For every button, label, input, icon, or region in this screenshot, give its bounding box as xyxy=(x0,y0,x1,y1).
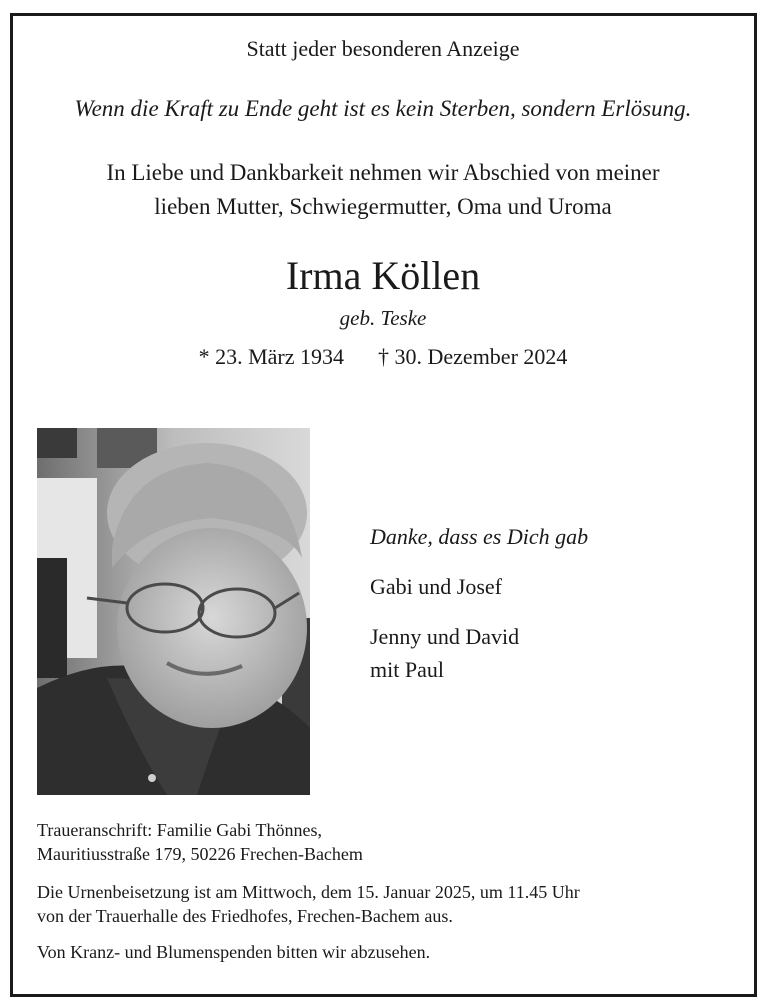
life-dates xyxy=(0,344,766,370)
portrait-photo xyxy=(37,428,310,795)
mourner-family-2-line-2: mit Paul xyxy=(370,657,444,682)
thanks-line: Danke, dass es Dich gab xyxy=(370,524,589,549)
birth-name: geb. Teske xyxy=(339,306,427,330)
motto-quote: Wenn die Kraft zu Ende geht ist es kein Sterben, sondern Erlösung. xyxy=(74,96,692,121)
intro-line-2: lieben Mutter, Schwiegermutter, Oma und Uroma xyxy=(154,194,612,219)
burial-line-2: von der Trauerhalle des Friedhofes, Frechen-Bachem aus. xyxy=(37,906,453,926)
header-line: Statt jeder besonderen Anzeige xyxy=(246,36,520,61)
death-date: † 30. Dezember 2024 xyxy=(378,344,568,369)
mourner-family-1: Gabi und Josef xyxy=(370,574,502,599)
mourner-family-2 xyxy=(370,620,519,686)
address-line-1: Traueranschrift: Familie Gabi Thönnes, xyxy=(37,820,322,840)
intro-text xyxy=(0,156,766,224)
mourner-family-2-line-1: Jenny und David xyxy=(370,624,520,649)
intro-line-1: In Liebe und Dankbarkeit nehmen wir Abschied von meiner xyxy=(106,160,660,185)
flower-donation-note: Von Kranz- und Blumenspenden bitten wir abzusehen. xyxy=(37,942,431,962)
address-line-2: Mauritiusstraße 179, 50226 Frechen-Bachem xyxy=(37,844,363,864)
burial-info xyxy=(37,880,580,928)
deceased-name: Irma Köllen xyxy=(285,253,481,298)
burial-line-1: Die Urnenbeisetzung ist am Mittwoch, dem 15. Januar 2025, um 11.45 Uhr xyxy=(37,882,580,902)
mourning-address xyxy=(37,818,363,866)
birth-date: * 23. März 1934 xyxy=(198,344,345,369)
